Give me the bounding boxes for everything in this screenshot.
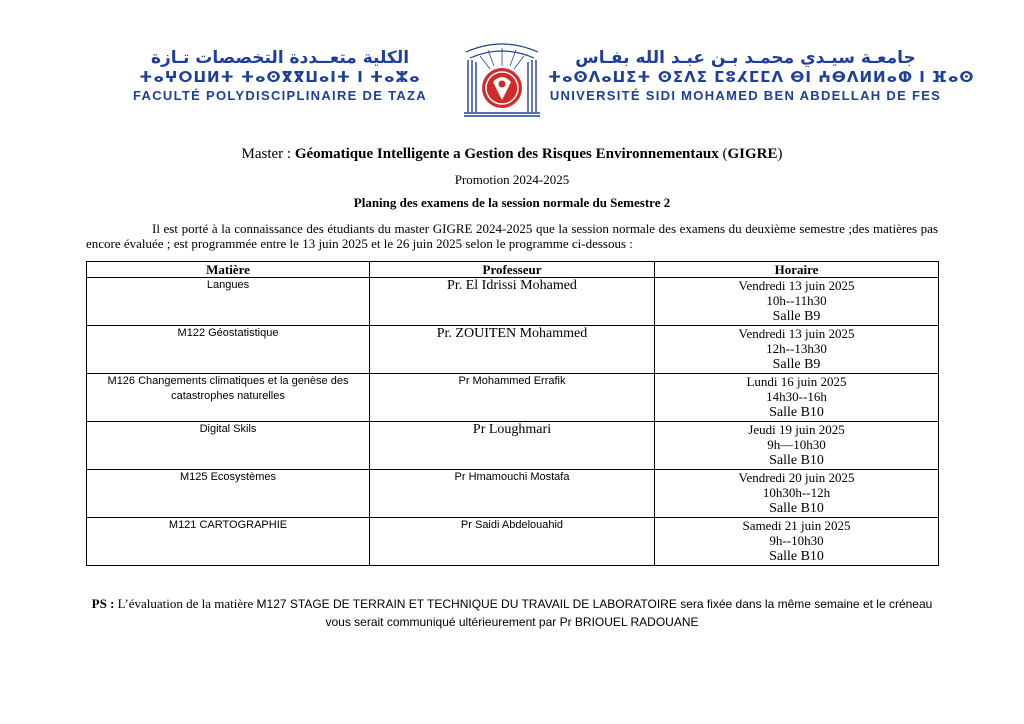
cell-matiere: M122 Géostatistique: [87, 326, 370, 374]
cell-matiere: M125 Ecosystèmes: [87, 470, 370, 518]
cell-professeur: Pr Mohammed Errafik: [370, 374, 655, 422]
faculty-name-latin: FACULTÉ POLYDISCIPLINAIRE DE TAZA: [132, 88, 427, 103]
exam-room: Salle B10: [769, 501, 824, 516]
exam-date: Samedi 21 juin 2025: [742, 518, 851, 533]
ps-label: PS :: [91, 596, 118, 611]
master-title: [0, 146, 1024, 163]
promotion-line: Promotion 2024-2025: [454, 172, 570, 187]
table-header-row: [87, 262, 939, 278]
cell-matiere: Langues: [87, 278, 370, 326]
cell-matiere: Digital Skils: [87, 422, 370, 470]
exam-time: 12h--13h30: [766, 341, 827, 356]
table-row: [87, 326, 939, 374]
title-paren-close: ): [777, 146, 783, 162]
exam-room: Salle B10: [769, 549, 824, 564]
title-acronym: GIGRE: [727, 146, 778, 162]
exam-date: Lundi 16 juin 2025: [746, 374, 847, 389]
faculty-block: [110, 48, 450, 104]
university-crest-icon: [460, 42, 544, 118]
ps-note: [86, 595, 938, 631]
cell-horaire: [655, 374, 939, 422]
table-row: [87, 518, 939, 566]
university-name-latin: UNIVERSITÉ SIDI MOHAMED BEN ABDELLAH DE FES: [549, 88, 942, 103]
exam-room: Salle B10: [769, 453, 824, 468]
exam-room: Salle B9: [772, 309, 821, 324]
cell-horaire: [655, 326, 939, 374]
cell-horaire: [655, 278, 939, 326]
cell-matiere: M121 CARTOGRAPHIE: [87, 518, 370, 566]
table-row: [87, 374, 939, 422]
document-header: [0, 0, 1024, 120]
cell-horaire: [655, 470, 939, 518]
faculty-name-tifinagh: ⵜⴰⵖⵔⵡⵍⵜ ⵜⴰⵙⴳⴳⵡⴰⵏⵜ ⵏ ⵜⴰⵣⴰ: [139, 68, 421, 86]
table-row: [87, 278, 939, 326]
table-row: [87, 470, 939, 518]
header-matiere: Matière: [87, 262, 370, 278]
cell-horaire: [655, 518, 939, 566]
exam-time: 9h--10h30: [769, 533, 824, 548]
exam-schedule-table: [86, 261, 939, 566]
ps-text: L’évaluation de la matière: [117, 596, 257, 611]
faculty-name-arabic: الكلية متعــددة التخصصات تـازة: [150, 48, 410, 68]
cell-professeur: Pr. ZOUITEN Mohammed: [370, 326, 655, 374]
university-name-tifinagh: ⵜⴰⵙⴷⴰⵡⵉⵜ ⵙⵉⴷⵉ ⵎⵓⵃⵎⵎⴷ ⴱⵏ ⵄⴱⴷⵍⵍⴰⵀ ⵏ ⴼⴰⵙ: [548, 68, 975, 86]
table-row: [87, 422, 939, 470]
cell-professeur: Pr. El Idrissi Mohamed: [370, 278, 655, 326]
title-prefix: Master :: [241, 146, 295, 162]
exam-time: 9h—10h30: [767, 437, 826, 452]
exam-date: Jeudi 19 juin 2025: [748, 422, 845, 437]
exam-room: Salle B9: [772, 357, 821, 372]
exam-date: Vendredi 13 juin 2025: [738, 326, 855, 341]
cell-matiere: M126 Changements climatiques et la genèse des catastrophes naturelles: [87, 374, 370, 422]
title-paren-open: (: [718, 146, 728, 162]
exam-room: Salle B10: [769, 405, 824, 420]
exam-time: 14h30--16h: [766, 389, 827, 404]
cell-horaire: [655, 422, 939, 470]
exam-time: 10h--11h30: [766, 293, 827, 308]
university-block: [548, 48, 975, 104]
cell-professeur: Pr Loughmari: [370, 422, 655, 470]
header-horaire: Horaire: [655, 262, 939, 278]
exam-date: Vendredi 13 juin 2025: [738, 278, 855, 293]
header-professeur: Professeur: [370, 262, 655, 278]
intro-paragraph: Il est porté à la connaissance des étudiants du master GIGRE 2024-2025 que la session normale des examens du deuxième semestre ;des matières pas encore évaluée ; est programmée entre le 13 juin 2025 et le 26 juin 2025 selon le programme ci-dessous :: [86, 221, 938, 251]
university-name-arabic: جامعـة سيـدي محمـد بـن عبـد الله بفـاس: [575, 48, 916, 68]
cell-professeur: Pr Saidi Abdelouahid: [370, 518, 655, 566]
planning-title: Planing des examens de la session normale du Semestre 2: [353, 195, 671, 210]
exam-time: 10h30h--12h: [762, 485, 831, 500]
exam-date: Vendredi 20 juin 2025: [738, 470, 855, 485]
ps-module: M127 STAGE DE TERRAIN ET TECHNIQUE DU TRAVAIL DE LABORATOIRE sera fixée dans la même semaine et le créneau vous serait communiqué ultérieurement par Pr BRIOUEL RADOUANE: [256, 597, 933, 629]
cell-professeur: Pr Hmamouchi Mostafa: [370, 470, 655, 518]
title-program: Géomatique Intelligente a Gestion des Risques Environnementaux: [294, 146, 719, 162]
